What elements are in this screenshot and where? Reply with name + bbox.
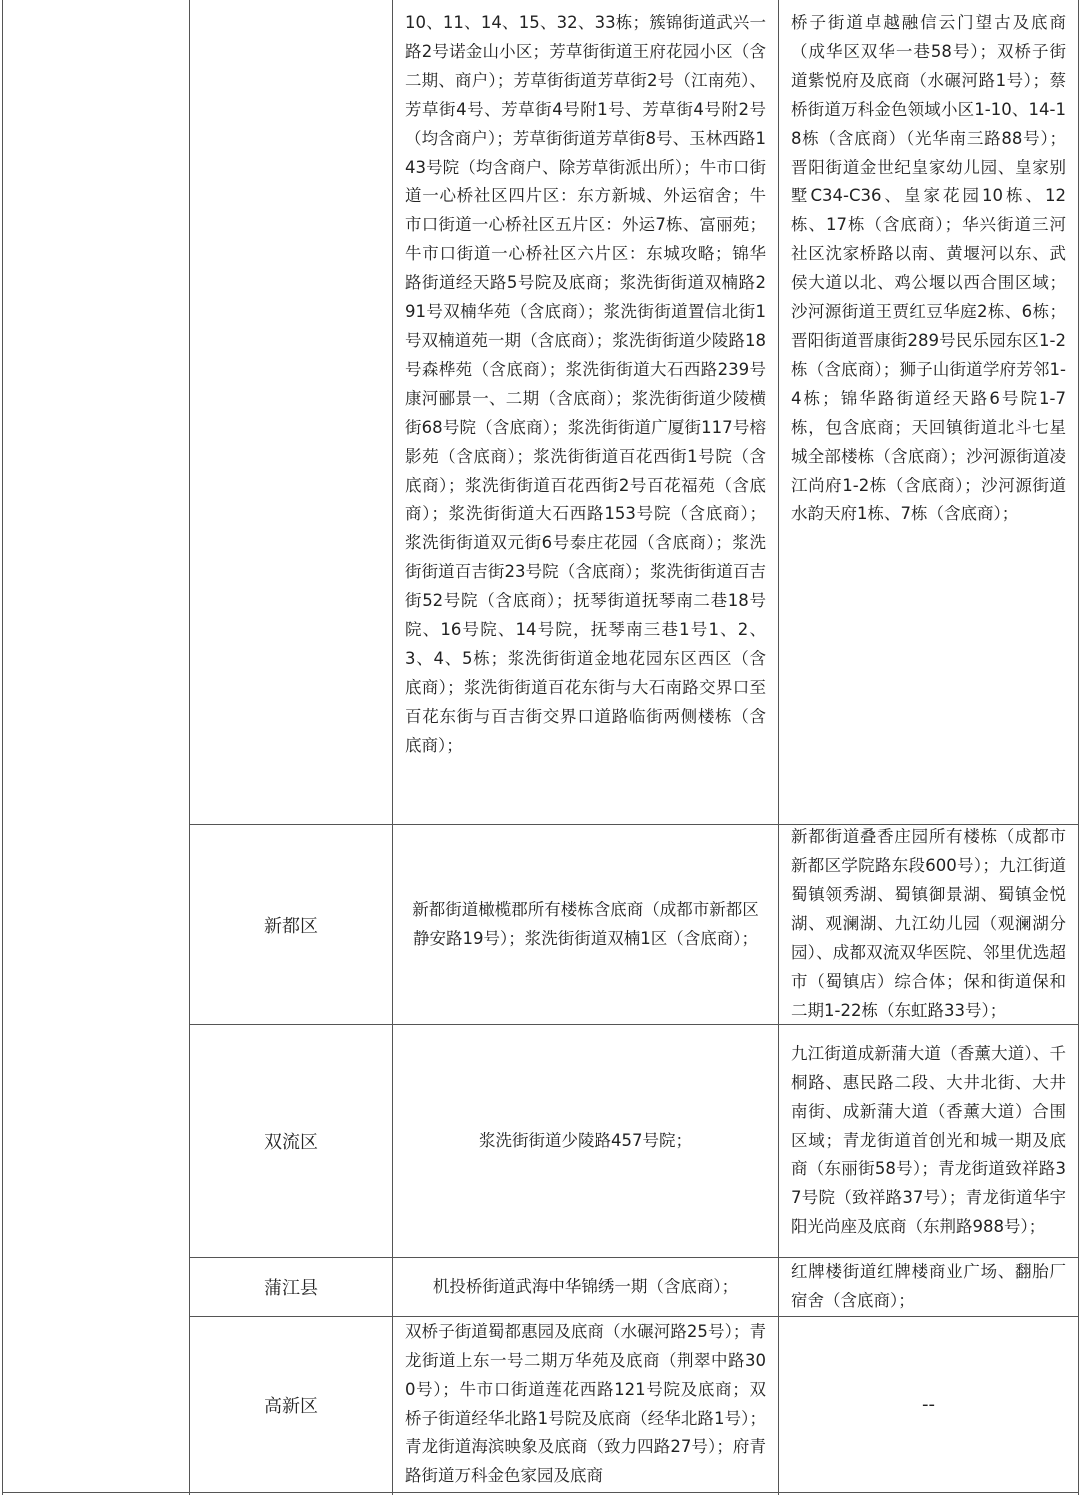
table-cell: 红牌楼街道红牌楼商业广场、翻胎厂宿舍（含底商）； <box>791 1262 1066 1310</box>
table-cell: 浆洗街街道少陵路457号院； <box>479 1130 692 1150</box>
table-cell: 九江街道成新蒲大道（香薰大道）、千桐路、惠民路二段、大井北街、大井南街、成新蒲大道（香薰大道）合围区域；青龙街道首创光和城一期及底商（东丽街58号）；青龙街道致祥路37号院（致祥路37号）；青龙街道华宇阳光尚座及底商（东荆路988号）； <box>791 1043 1066 1237</box>
district-name: 高新区 <box>264 1395 318 1417</box>
district-name: 新都区 <box>264 915 318 937</box>
table-cell: 桥子街道卓越融信云门望古及底商（成华区双华一巷58号）；双桥子街道紫悦府及底商（水碾河路1号）；蔡桥街道万科金色领域小区1-10、14-18栋（含底商）（光华南三路88号）；晋阳街道金世纪皇家幼儿园、皇家别墅C34-C36、皇家花园10栋、12栋、17栋（含底商）；华兴街道三河社区沈家桥路以南、黄堰河以东、武侯大道以北、鸡公堰以西合围区域；沙河源街道王贾红豆华庭2栋、6栋；晋阳街道晋康街289号民乐园东区1-2栋（含底商）；狮子山街道学府芳邻1-4栋；锦华路街道经天路6号院1-7栋，包含底商；天回镇街道北斗七星城全部楼栋（含底商）；沙河源街道凌江尚府1-2栋（含底商）；沙河源街道水韵天府1栋、7栋（含底商）； <box>791 13 1066 524</box>
district-name: 双流区 <box>264 1132 318 1153</box>
table-border-left <box>2 0 3 1495</box>
table-cell: 10、11、14、15、32、33栋；簇锦街道武兴一路2号诺金山小区；芳草街街道王府花园小区（含二期、商户）；芳草街街道芳草街2号（江南苑）、芳草街4号、芳草街4号附1号、芳草街4号附2号（均含商户）；芳草街街道芳草街8号、玉林西路143号院（均含商户、除芳草街派出所）；牛市口街道一心桥社区四片区：东方新城、外运宿舍；牛市口街道一心桥社区五片区：外运7栋、富丽苑；牛市口街道一心桥社区六片区：东城攻略；锦华路街道经天路5号院及底商；浆洗街街道双楠路291号双楠华苑（含底商）；浆洗街街道置信北街1号双楠道苑一期（含底商）；浆洗街街道少陵路18号森桦苑（含底商）；浆洗街街道大石西路239号康河郦景一、二期（含底商）；浆洗街街道少陵横街68号院（含底商）；浆洗街街道广厦街117号榕影苑（含底商）；浆洗街街道百花西街1号院（含底商）；浆洗街街道百花西街2号百花福苑（含底商）；浆洗街街道大石西路153号院（含底商）；浆洗街街道双元街6号泰庄花园（含底商）；浆洗街街道百吉街23号院（含底商）；浆洗街街道百吉街52号院（含底商）；抚琴街道抚琴南二巷18号院、16号院、14号院，抚琴南三巷1号1、2、3、4、5栋；浆洗街街道金地花园东区西区（含底商）；浆洗街街道百花东街与大石南路交界口至百花东街与百吉街交界口道路临街两侧楼栋（含底商）； <box>405 13 766 755</box>
table-cell-empty-dash: -- <box>922 1394 935 1415</box>
table-cell: 机投桥街道武海中华锦绣一期（含底商）； <box>432 1276 739 1296</box>
table-cell: 新都街道叠香庄园所有楼栋（成都市新都区学院路东段600号）；九江街道蜀镇领秀湖、蜀镇御景湖、蜀镇金悦湖、观澜湖、九江幼儿园（观澜湖分园）、成都双流双华医院、邻里优选超市（蜀镇店）综合体；保和街道保和二期1-22栋（东虹路33号）； <box>791 827 1066 1020</box>
row-border-bottom <box>2 1492 1079 1493</box>
district-name: 蒲江县 <box>264 1278 318 1299</box>
table-border-right <box>1078 0 1079 1495</box>
table-cell: 双桥子街道蜀都惠园及底商（水碾河路25号）；青龙街道上东一号二期万华苑及底商（荆翠中路300号）；牛市口街道莲花西路121号院及底商；双桥子街道经华北路1号院及底商（经华北路1号）；青龙街道海滨映象及底商（致力四路27号）；府青路街道万科金色家园及底商 <box>405 1321 766 1486</box>
table-cell: 新都街道橄榄郡所有楼栋含底商（成都市新都区静安路19号）；浆洗街街道双楠1区（含底商）； <box>412 899 759 948</box>
